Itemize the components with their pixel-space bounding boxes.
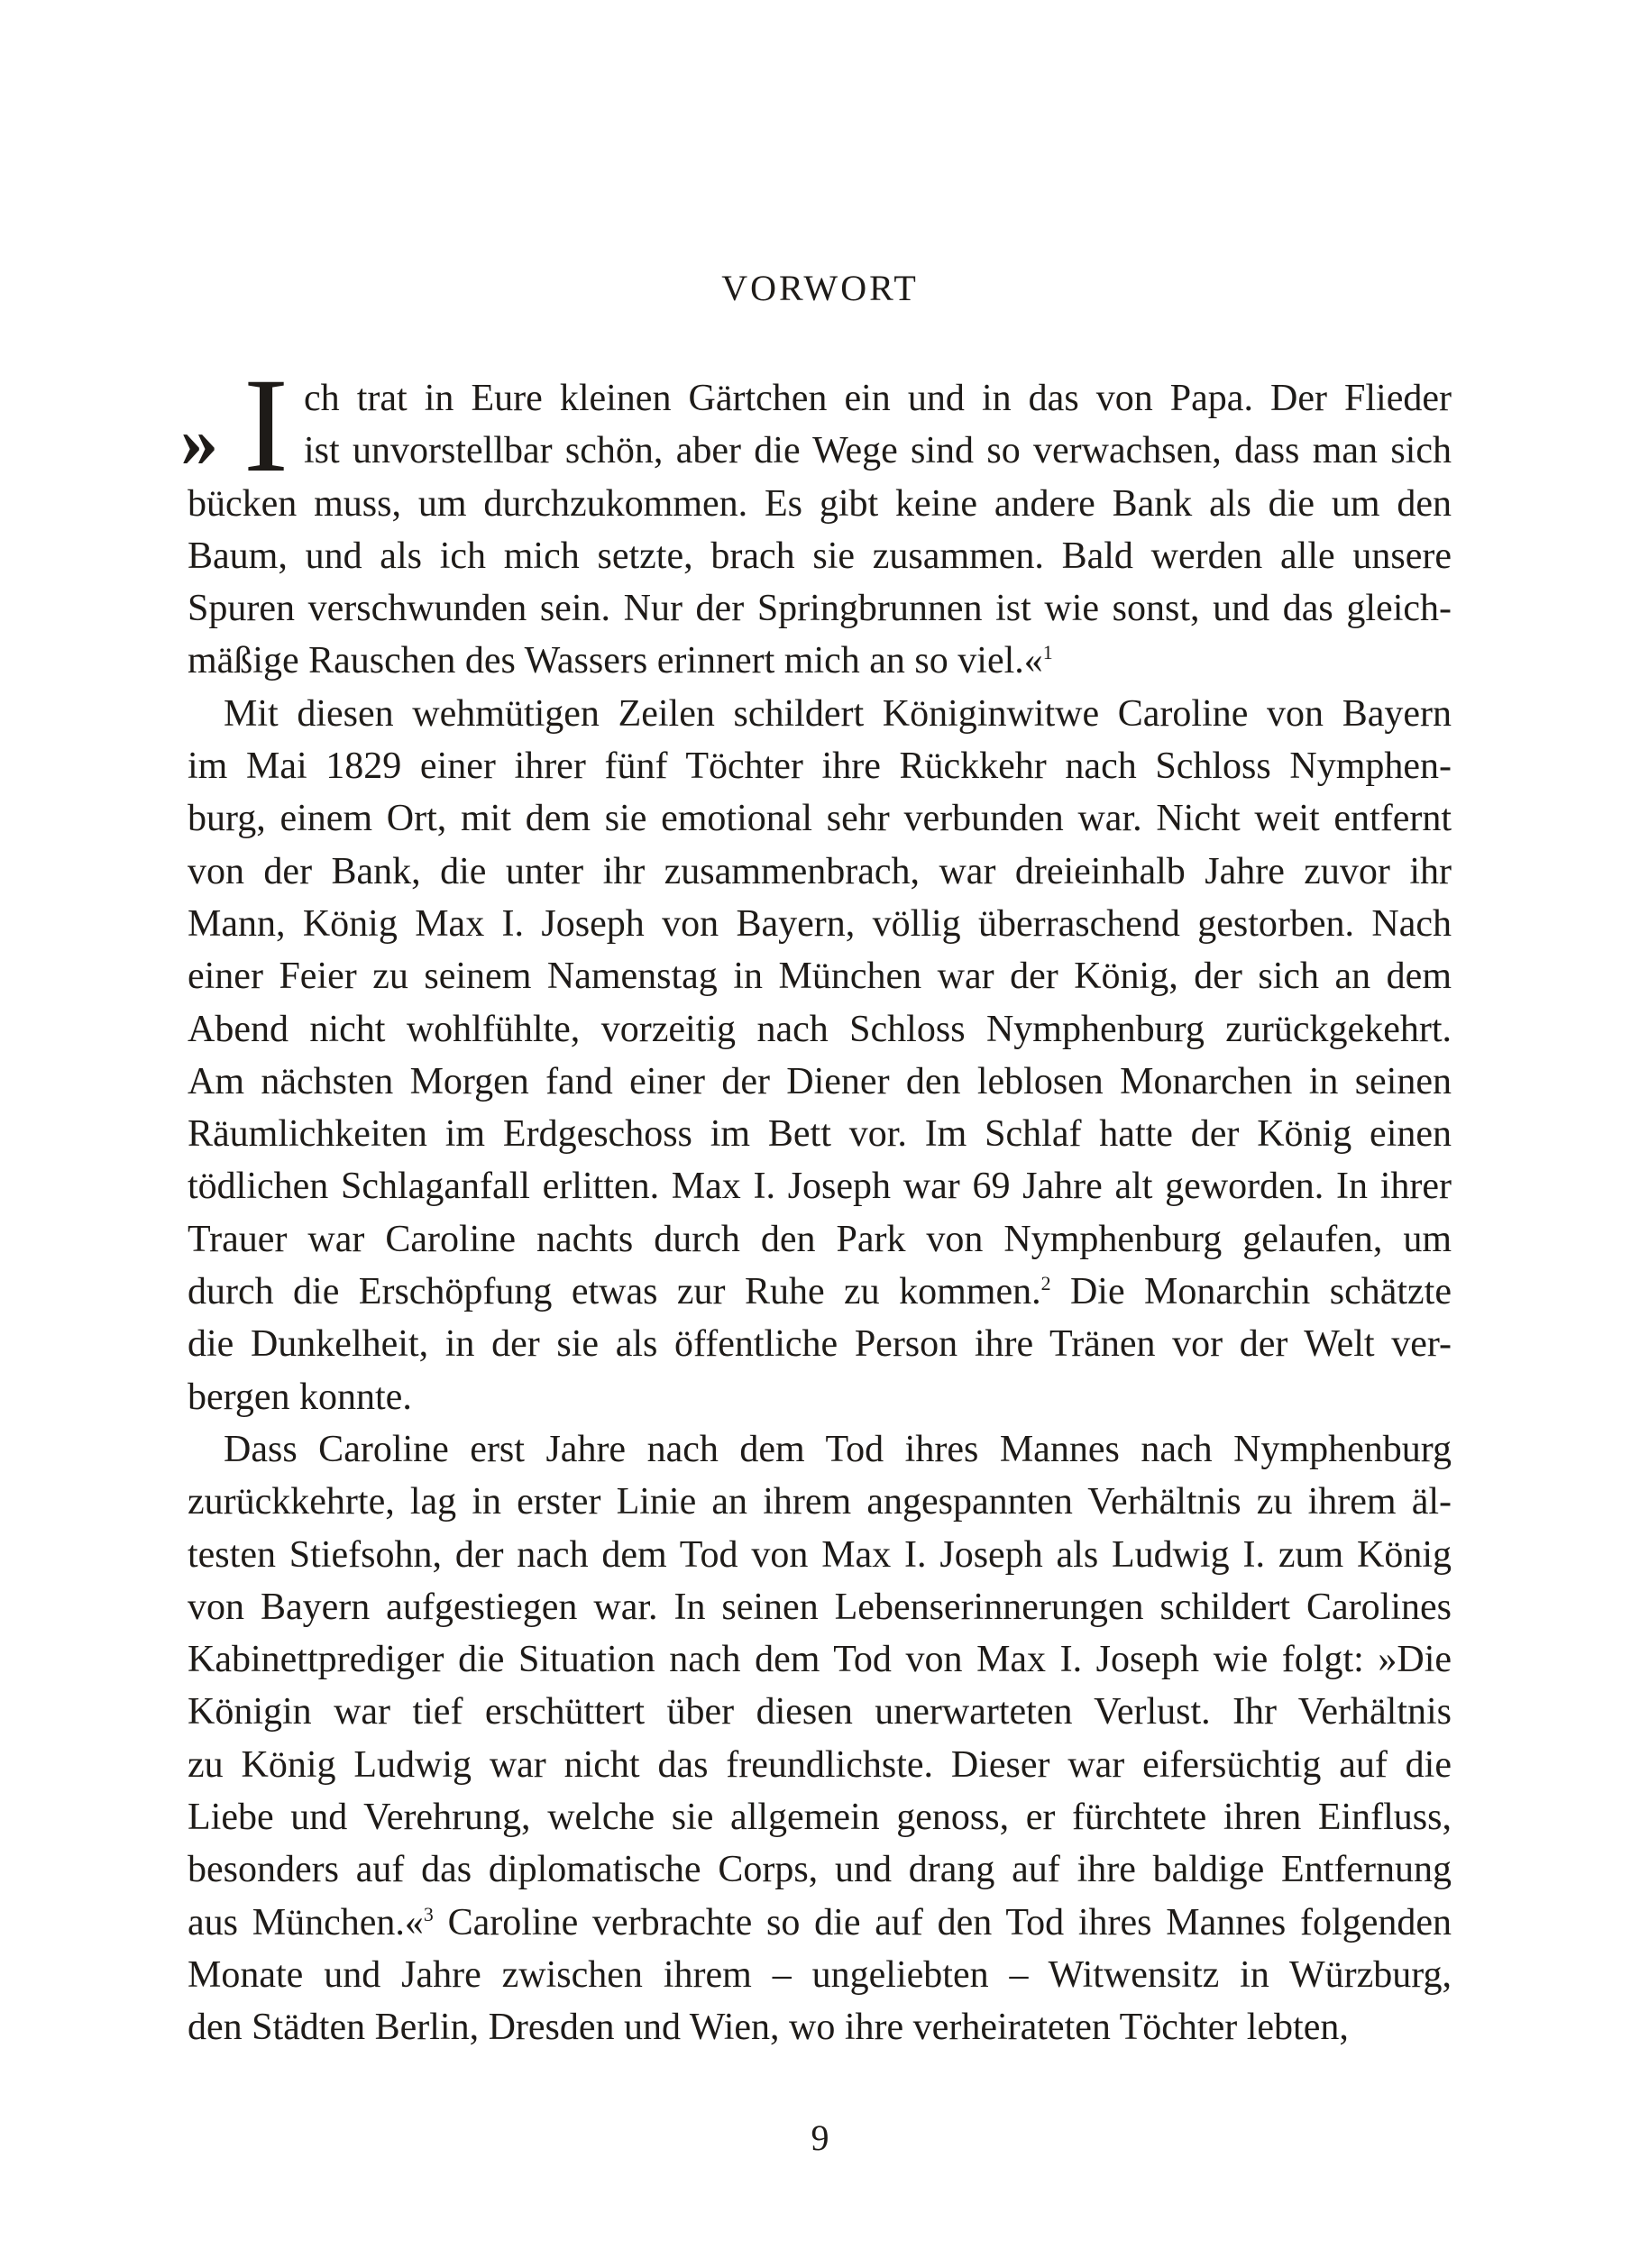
line-text: im Mai 1829 einer ihrer fünf Töchter ihre Rückkehr nach Schloss Nymphen- [188, 745, 1452, 788]
line-text: Trauer war Caroline nachts durch den Park von Nymphenburg gelaufen, um [188, 1218, 1452, 1260]
text-line [188, 1791, 1452, 1843]
line-text: Liebe und Verehrung, welche sie allgemein genoss, er fürchtete ihren Einfluss, [188, 1797, 1452, 1839]
text-line [188, 1318, 1452, 1370]
text-line [188, 1056, 1452, 1108]
line-text: von Bayern aufgestiegen war. In seinen Lebenserinnerungen schildert Carolines [188, 1586, 1452, 1628]
line-text: besonders auf das diplomatische Corps, und drang auf ihre baldige Entfernung [188, 1849, 1452, 1891]
text-line [188, 635, 1452, 687]
line-text: bergen konnte. [188, 1376, 412, 1418]
line-text-continuation: Caroline verbrachte so die auf den Tod ihres Mannes folgenden [433, 1901, 1452, 1943]
footnote-marker[interactable]: 3 [423, 1903, 434, 1925]
line-text: Kabinettprediger die Situation nach dem Tod von Max I. Joseph wie folgt: »Die [188, 1639, 1452, 1681]
drop-cap-quote-mark: » [180, 399, 218, 483]
page-number: 9 [811, 2117, 829, 2158]
footnote-marker[interactable]: 2 [1040, 1273, 1051, 1295]
line-text: zu König Ludwig war nicht das freundlichste. Dieser war eifersüchtig auf die [188, 1743, 1452, 1786]
line-text: zurückkehrte, lag in erster Linie an ihrem angespannten Verhältnis zu ihrem äl- [188, 1481, 1452, 1523]
line-text: Räumlichkeiten im Erdgeschoss im Bett vor. Im Schlaf hatte der König einen [188, 1113, 1452, 1156]
text-line [188, 1371, 1452, 1423]
text-line [188, 1686, 1452, 1738]
line-text: einer Feier zu seinem Namenstag in München war der König, der sich an dem [188, 956, 1452, 998]
text-line [188, 1160, 1452, 1212]
line-text: von der Bank, die unter ihr zusammenbrach, war dreieinhalb Jahre zuvor ihr [188, 850, 1452, 892]
paragraph [188, 351, 1452, 688]
line-text: bücken muss, um durchzukommen. Es gibt keine andere Bank als die um den [188, 482, 1452, 525]
line-text: Spuren verschwunden sein. Nur der Springbrunnen ist wie sonst, und das gleich- [188, 588, 1452, 630]
text-line [188, 1266, 1452, 1318]
line-text: den Städten Berlin, Dresden und Wien, wo ihre verheirateten Töchter lebten, [188, 2007, 1349, 2049]
text-line [188, 898, 1452, 950]
text-line [188, 688, 1452, 740]
text-line [188, 1476, 1452, 1528]
paragraph [188, 688, 1452, 1423]
line-text: testen Stiefsohn, der nach dem Tod von Max I. Joseph als Ludwig I. zum König [188, 1533, 1452, 1576]
text-line [188, 1949, 1452, 2001]
line-text: ist unvorstellbar schön, aber die Wege sind so verwachsen, dass man sich [304, 430, 1452, 472]
text-line [188, 1529, 1452, 1581]
line-text: burg, einem Ort, mit dem sie emotional sehr verbunden war. Nicht weit entfernt [188, 798, 1452, 840]
line-text: Mit diesen wehmütigen Zeilen schildert Königinwitwe Caroline von Bayern [224, 692, 1452, 735]
text-line [188, 1581, 1452, 1633]
text-line [188, 530, 1452, 582]
text-line [188, 1003, 1452, 1056]
line-text: Am nächsten Morgen fand einer der Diener den leblosen Monarchen in seinen [188, 1060, 1452, 1102]
text-line [188, 792, 1452, 845]
line-text: die Dunkelheit, in der sie als öffentliche Person ihre Tränen vor der Welt ver- [188, 1323, 1452, 1366]
footnote-marker[interactable]: 1 [1042, 642, 1053, 664]
line-text: aus München.« [188, 1901, 424, 1943]
text-line [188, 846, 1452, 898]
text-line [188, 1897, 1452, 1949]
text-line [188, 2001, 1452, 2053]
text-line [188, 582, 1452, 635]
text-line [188, 950, 1452, 1002]
line-text-continuation: Die Monarchin schätzte [1050, 1271, 1452, 1313]
text-line [188, 1213, 1452, 1266]
line-text: Mann, König Max I. Joseph von Bayern, völlig überraschend gestorben. Nach [188, 902, 1452, 945]
line-text: Baum, und als ich mich setzte, brach sie zusammen. Bald werden alle unsere [188, 535, 1452, 577]
text-line [188, 740, 1452, 792]
text-line [188, 372, 1452, 425]
line-text: durch die Erschöpfung etwas zur Ruhe zu kommen. [188, 1271, 1041, 1313]
line-text: tödlichen Schlaganfall erlitten. Max I. Joseph war 69 Jahre alt geworden. In ihrer [188, 1166, 1452, 1208]
text-line [188, 1739, 1452, 1791]
line-text: Königin war tief erschüttert über diesen unerwarteten Verlust. Ihr Verhältnis [188, 1691, 1452, 1733]
line-text: Monate und Jahre zwischen ihrem – ungeliebten – Witwensitz in Würzburg, [188, 1953, 1452, 1996]
text-line [188, 1633, 1452, 1686]
line-text: Dass Caroline erst Jahre nach dem Tod ihres Mannes nach Nymphenburg [224, 1428, 1452, 1470]
line-text: Abend nicht wohlfühlte, vorzeitig nach Schloss Nymphenburg zurückgekehrt. [188, 1008, 1452, 1050]
chapter-title: VORWORT [721, 268, 919, 308]
text-line [188, 1108, 1452, 1160]
line-text: mäßige Rauschen des Wassers erinnert mich an so viel.« [188, 640, 1043, 682]
drop-cap-letter: I [243, 351, 289, 500]
body-text [188, 351, 1452, 2054]
text-line [188, 425, 1452, 477]
line-text: ch trat in Eure kleinen Gärtchen ein und in das von Papa. Der Flieder [304, 378, 1452, 419]
text-line [188, 1843, 1452, 1896]
paragraph [188, 1423, 1452, 2054]
text-line [188, 1423, 1452, 1476]
text-line [188, 478, 1452, 530]
